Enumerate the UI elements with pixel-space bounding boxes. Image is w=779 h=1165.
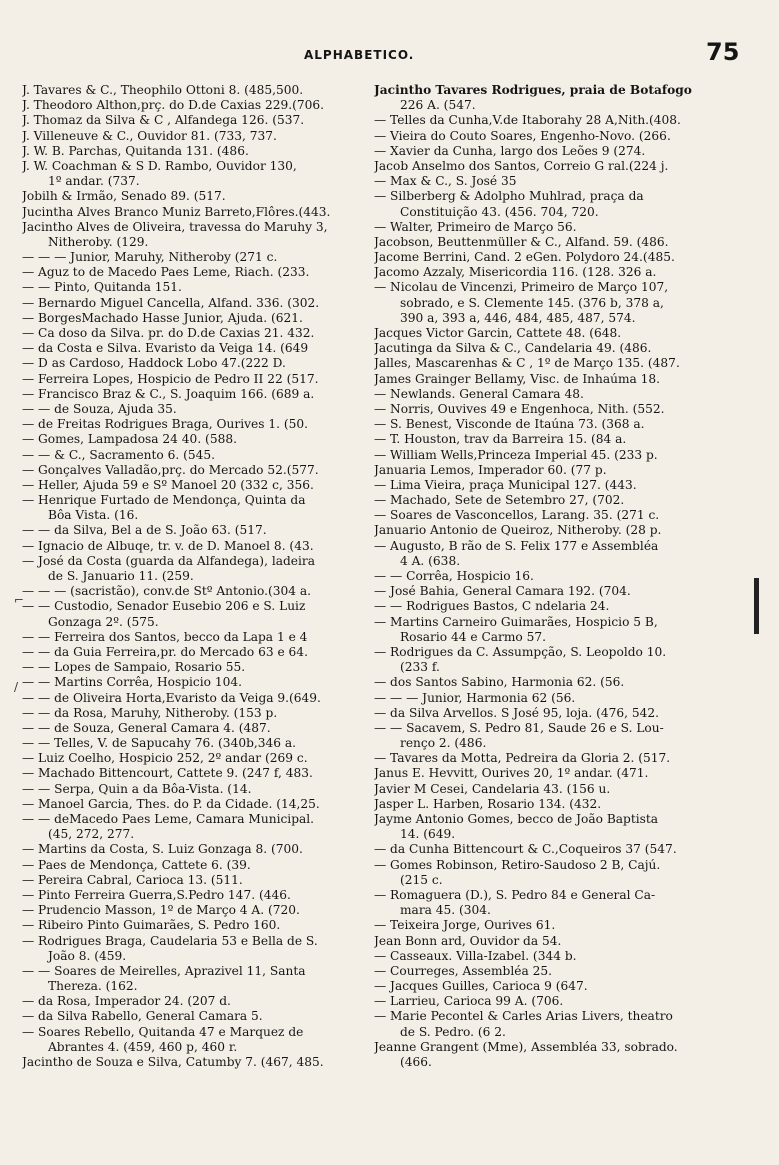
directory-entry-line: — Rodrigues da C. Assumpção, S. Leopoldo 10. xyxy=(374,644,667,659)
directory-entry-line: — Lima Vieira, praça Municipal 127. (443. xyxy=(374,477,637,492)
directory-entry-line: João 8. (459. xyxy=(48,948,127,963)
directory-entry-line: — — Pinto, Quitanda 151. xyxy=(22,280,182,295)
directory-entry-line: — — de Oliveira Horta,Evaristo da Veiga 9.(649. xyxy=(22,690,321,705)
margin-rule xyxy=(754,578,759,634)
directory-entry-line: — da Cunha Bittencourt & C.,Coqueiros 37 (547. xyxy=(374,842,677,857)
directory-entry-line: — — Custodio, Senador Eusebio 206 e S. Luiz xyxy=(22,599,306,614)
directory-entry-line: — William Wells,Princeza Imperial 45. (233 p. xyxy=(374,447,658,462)
directory-entry-line: Rosario 44 e Carmo 57. xyxy=(400,629,547,644)
directory-entry-line: Januaria Lemos, Imperador 60. (77 p. xyxy=(374,462,607,477)
directory-entry-line: — Walter, Primeiro de Março 56. xyxy=(374,219,577,234)
directory-entry-line: — Telles da Cunha,V.de Itaborahy 28 A,Nith.(408. xyxy=(374,113,681,128)
right-column xyxy=(374,83,766,1070)
directory-entry-line: J. W. Coachman & S D. Rambo, Ouvidor 130, xyxy=(22,158,297,173)
directory-entry-line: — Francisco Braz & C., S. Joaquim 166. (689 a. xyxy=(22,386,315,401)
directory-entry-line: — Larrieu, Carioca 99 A. (706. xyxy=(374,994,564,1009)
directory-entry-line: Jacome Berrini, Cand. 2 eGen. Polydoro 24.(485. xyxy=(374,250,675,265)
directory-entry-line: — Casseaux. Villa-Izabel. (344 b. xyxy=(374,948,577,963)
left-column xyxy=(22,83,367,1070)
directory-entry-line: — Rodrigues Braga, Caudelaria 53 e Bella de S. xyxy=(22,933,318,948)
directory-entry-line: Jacobson, Beuttenmüller & C., Alfand. 59. (486. xyxy=(374,234,669,249)
directory-entry-line: (215 c. xyxy=(400,872,443,887)
directory-entry-line: — Aguz to de Macedo Paes Leme, Riach. (233. xyxy=(22,265,310,280)
directory-entry-line: Jacintho de Souza e Silva, Catumby 7. (467, 485. xyxy=(22,1055,324,1069)
directory-entry-line: — da Rosa, Imperador 24. (207 d. xyxy=(22,994,231,1009)
directory-entry-line: — S. Benest, Visconde de Itaúna 73. (368 a. xyxy=(374,417,645,432)
directory-entry-line: — — — (sacristão), conv.de Stº Antonio.(304 a. xyxy=(22,584,311,599)
directory-entry-line: J. Villeneuve & C., Ouvidor 81. (733, 737. xyxy=(22,128,277,143)
directory-entry-line: — — Telles, V. de Sapucahy 76. (340b,346 a. xyxy=(22,736,297,751)
directory-entry-line: Gonzaga 2º. (575. xyxy=(48,614,159,629)
directory-entry-line: (466. xyxy=(400,1055,432,1069)
directory-entry-line: Januario Antonio de Queiroz, Nitheroby. (28 p. xyxy=(374,523,662,538)
directory-entry-line: — Newlands. General Camara 48. xyxy=(374,386,584,401)
directory-entry-line: — Courreges, Assembléa 25. xyxy=(374,963,552,978)
directory-entry-line: J. Theodoro Althon,prç. do D.de Caxias 229.(706. xyxy=(22,98,324,113)
directory-entry-line: — Norris, Ouvives 49 e Engenhoca, Nith. (552. xyxy=(374,401,665,416)
directory-entry-line: — — de Souza, General Camara 4. (487. xyxy=(22,720,271,735)
directory-entry-line: Jacutinga da Silva & C., Candelaria 49. (486. xyxy=(374,341,652,356)
directory-entry-line: mara 45. (304. xyxy=(400,903,491,918)
directory-entry-line: Jean Bonn ard, Ouvidor da 54. xyxy=(374,933,562,948)
directory-entry-line: — Machado Bittencourt, Cattete 9. (247 f, 483. xyxy=(22,766,313,781)
directory-entry-line: — Ferreira Lopes, Hospicio de Pedro II 22 (517. xyxy=(22,371,319,386)
directory-entry-line: Jacintho Tavares Rodrigues, praia de Botafogo xyxy=(374,83,692,97)
directory-entry-line: Jacob Anselmo dos Santos, Correio G ral.(224 j. xyxy=(374,158,669,173)
directory-entry-line: 390 a, 393 a, 446, 484, 485, 487, 574. xyxy=(400,310,636,325)
directory-entry-line: Jobilh & Irmão, Senado 89. (517. xyxy=(22,189,226,204)
directory-entry-line: — — da Guia Ferreira,pr. do Mercado 63 e 64. xyxy=(22,644,308,659)
directory-entry-line: Bôa Vista. (16. xyxy=(48,508,139,523)
directory-entry-line: Jasper L. Harben, Rosario 134. (432. xyxy=(374,796,602,811)
directory-entry-line: — — da Rosa, Maruhy, Nitheroby. (153 p. xyxy=(22,705,278,720)
directory-entry-line: — D as Cardoso, Haddock Lobo 47.(222 D. xyxy=(22,356,286,371)
directory-entry-line: — Jacques Guilles, Carioca 9 (647. xyxy=(374,979,588,994)
directory-entry-line: — Ca doso da Silva. pr. do D.de Caxias 21. 432. xyxy=(22,326,315,340)
directory-entry-line: — Martins Carneiro Guimarães, Hospicio 5 B, xyxy=(374,614,658,629)
directory-entry-line: — Gomes, Lampadosa 24 40. (588. xyxy=(22,432,237,447)
directory-entry-line: — — — Junior, Harmonia 62 (56. xyxy=(374,690,576,705)
directory-entry-line: — Heller, Ajuda 59 e Sº Manoel 20 (332 c, 356. xyxy=(22,477,314,492)
page-header xyxy=(0,32,779,72)
directory-entry-line: — — Soares de Meirelles, Aprazivel 11, Santa xyxy=(22,963,306,978)
directory-entry-line: — da Silva Arvellos. S José 95, loja. (476, 542. xyxy=(374,705,660,720)
directory-entry-line: Jayme Antonio Gomes, becco de João Baptista xyxy=(374,812,659,826)
directory-entry-line: — Ignacio de Albuqe, tr. v. de D. Manoel 8. (43. xyxy=(22,538,314,553)
directory-entry-line: Jacomo Azzaly, Misericordia 116. (128. 326 a. xyxy=(374,265,657,280)
directory-entry-line: — — de Souza, Ajuda 35. xyxy=(22,401,177,416)
directory-entry-line: — — Sacavem, S. Pedro 81, Saude 26 e S. Lou- xyxy=(374,720,664,735)
directory-entry-line: J. Tavares & C., Theophilo Ottoni 8. (485,500. xyxy=(22,83,304,97)
directory-entry-line: renço 2. (486. xyxy=(400,736,487,751)
directory-entry-line: — Soares de Vasconcellos, Larang. 35. (271 c. xyxy=(374,508,660,523)
directory-entry-line: — Max & C., S. José 35 xyxy=(374,174,517,189)
directory-entry-line: — — Martins Corrêa, Hospicio 104. xyxy=(22,675,242,690)
directory-entry-line: — Marie Pecontel & Carles Arias Livers, theatro xyxy=(374,1009,673,1024)
directory-entry-line: — Pereira Cabral, Carioca 13. (511. xyxy=(22,872,243,887)
directory-entry-line: (45, 272, 277. xyxy=(48,827,135,842)
directory-entry-line: Jacques Victor Garcin, Cattete 48. (648. xyxy=(374,326,622,340)
directory-entry-line: de S. Pedro. (6 2. xyxy=(400,1024,506,1039)
directory-entry-line: — — Rodrigues Bastos, C ndelaria 24. xyxy=(374,599,610,614)
directory-entry-line: — — deMacedo Paes Leme, Camara Municipal. xyxy=(22,812,315,826)
directory-entry-line: — Nicolau de Vincenzi, Primeiro de Março 107, xyxy=(374,280,669,295)
directory-entry-line: — — Corrêa, Hospicio 16. xyxy=(374,569,534,583)
directory-entry-line: Constituição 43. (456. 704, 720. xyxy=(400,204,599,219)
directory-entry-line: — Luiz Coelho, Hospicio 252, 2º andar (269 c. xyxy=(22,751,308,766)
directory-entry-line: — — Lopes de Sampaio, Rosario 55. xyxy=(22,660,246,675)
directory-entry-line: — Soares Rebello, Quitanda 47 e Marquez de xyxy=(22,1024,304,1039)
directory-entry-line: Thereza. (162. xyxy=(48,979,138,994)
directory-entry-line: — Prudencio Masson, 1º de Março 4 A. (720. xyxy=(22,903,300,918)
page-number: 75 xyxy=(706,38,740,66)
directory-entry-line: Abrantes 4. (459, 460 p, 460 r. xyxy=(48,1039,238,1054)
directory-entry-line: — da Costa e Silva. Evaristo da Veiga 14. (649 xyxy=(22,341,309,356)
directory-entry-line: sobrado, e S. Clemente 145. (376 b, 378 a, xyxy=(400,295,664,310)
directory-entry-line: — — Serpa, Quin a da Bôa-Vista. (14. xyxy=(22,781,252,796)
directory-entry-line: — T. Houston, trav da Barreira 15. (84 a. xyxy=(374,432,627,447)
margin-mark: ⌐ xyxy=(14,593,25,607)
directory-entry-line: 1º andar. (737. xyxy=(48,174,140,189)
directory-entry-line: — Paes de Mendonça, Cattete 6. (39. xyxy=(22,857,251,872)
directory-entry-line: Janus E. Hevvitt, Ourives 20, 1º andar. (471. xyxy=(374,766,649,781)
directory-entry-line: (233 f. xyxy=(400,660,440,675)
directory-entry-line: — Manoel Garcia, Thes. do P. da Cidade. (14,25. xyxy=(22,796,320,811)
directory-entry-line: Nitheroby. (129. xyxy=(48,234,149,249)
directory-entry-line: — Vieira do Couto Soares, Engenho-Novo. (266. xyxy=(374,128,671,143)
directory-entry-line: — — — Junior, Maruhy, Nitheroby (271 c. xyxy=(22,250,278,265)
directory-entry-line: — José Bahia, General Camara 192. (704. xyxy=(374,584,631,599)
directory-entry-line: — Silberberg & Adolpho Muhlrad, praça da xyxy=(374,189,644,204)
directory-entry-line: — BorgesMachado Hasse Junior, Ajuda. (621. xyxy=(22,310,303,325)
directory-entry-line: — Augusto, B rão de S. Felix 177 e Assembléa xyxy=(374,538,659,553)
page-title: ALPHABETICO. xyxy=(304,48,415,62)
directory-entry-line: — Teixeira Jorge, Ourives 61. xyxy=(374,918,556,933)
directory-entry-line: — José da Costa (guarda da Alfandega), ladeira xyxy=(22,553,315,568)
directory-entry-line: — Pinto Ferreira Guerra,S.Pedro 147. (446. xyxy=(22,887,291,902)
directory-entry-line: J. W. B. Parchas, Quitanda 131. (486. xyxy=(22,143,249,158)
directory-entry-line: — de Freitas Rodrigues Braga, Ourives 1. (50. xyxy=(22,417,308,432)
directory-entry-line: de S. Januario 11. (259. xyxy=(48,569,194,583)
directory-entry-line: — Gonçalves Valladão,prç. do Mercado 52.(577. xyxy=(22,462,319,477)
directory-entry-line: — Tavares da Motta, Pedreira da Gloria 2. (517. xyxy=(374,751,671,766)
directory-entry-line: — Romaguera (D.), S. Pedro 84 e General Ca- xyxy=(374,887,656,902)
directory-entry-line: — Martins da Costa, S. Luiz Gonzaga 8. (700. xyxy=(22,842,303,857)
directory-entry-line: Jalles, Mascarenhas & C , 1º de Março 135. (487. xyxy=(374,356,680,371)
directory-entry-line: — — & C., Sacramento 6. (545. xyxy=(22,447,216,462)
directory-entry-line: 4 A. (638. xyxy=(400,553,461,568)
directory-entry-line: James Grainger Bellamy, Visc. de Inhaúma 18. xyxy=(374,371,661,386)
directory-entry-line: 226 A. (547. xyxy=(400,98,476,113)
directory-entry-line: — — Ferreira dos Santos, becco da Lapa 1 e 4 xyxy=(22,629,308,644)
directory-entry-line: — Xavier da Cunha, largo dos Leões 9 (274. xyxy=(374,143,646,158)
margin-mark: / xyxy=(14,680,19,694)
directory-entry-line: Jacintho Alves de Oliveira, travessa do Maruhy 3, xyxy=(22,219,328,234)
directory-entry-line: — Ribeiro Pinto Guimarães, S. Pedro 160. xyxy=(22,918,281,933)
directory-entry-line: — Gomes Robinson, Retiro-Saudoso 2 B, Cajú. xyxy=(374,857,661,872)
directory-entry-line: Jeanne Grangent (Mme), Assembléa 33, sobrado. xyxy=(374,1039,678,1054)
directory-entry-line: — da Silva Rabello, General Camara 5. xyxy=(22,1009,263,1024)
directory-entry-line: — Henrique Furtado de Mendonça, Quinta da xyxy=(22,493,306,508)
directory-entry-line: Javier M Cesei, Candelaria 43. (156 u. xyxy=(374,781,611,796)
directory-entry-line: — Machado, Sete de Setembro 27, (702. xyxy=(374,493,625,508)
directory-entry-line: Jucintha Alves Branco Muniz Barreto,Flôres.(443. xyxy=(22,204,331,219)
directory-entry-line: — Bernardo Miguel Cancella, Alfand. 336. (302. xyxy=(22,295,320,310)
directory-entry-line: 14. (649. xyxy=(400,827,456,842)
directory-entry-line: J. Thomaz da Silva & C , Alfandega 126. (537. xyxy=(22,113,305,128)
directory-entry-line: — dos Santos Sabino, Harmonia 62. (56. xyxy=(374,675,625,690)
directory-entry-line: — — da Silva, Bel a de S. João 63. (517. xyxy=(22,523,267,538)
